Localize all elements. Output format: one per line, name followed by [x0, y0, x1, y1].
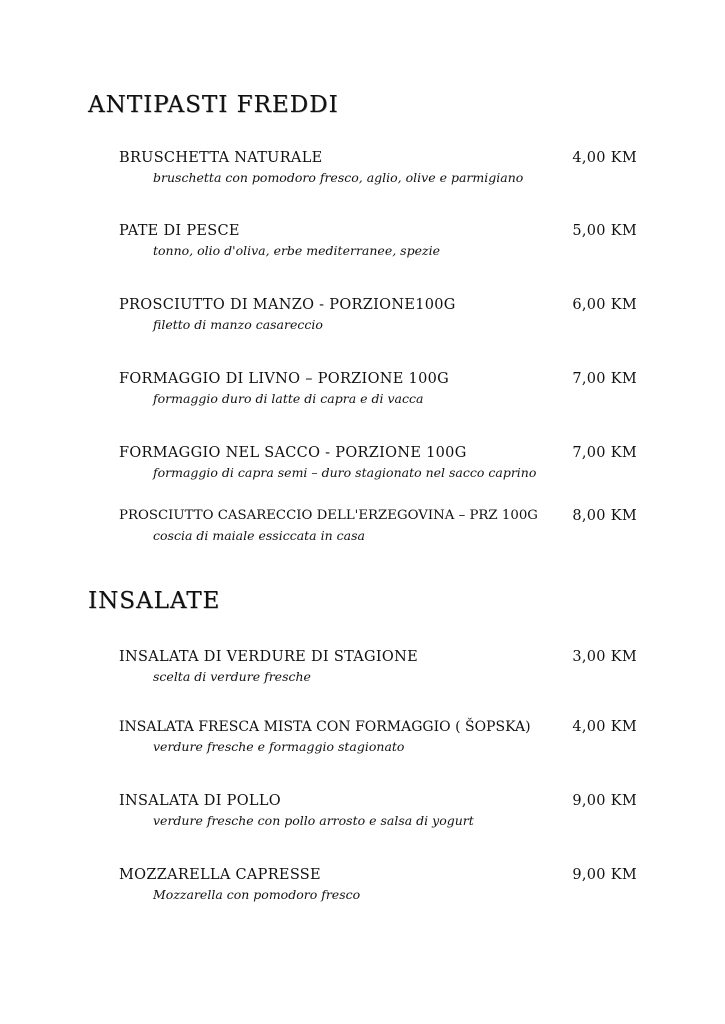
item-name: FORMAGGIO NEL SACCO - PORZIONE 100G — [119, 445, 467, 461]
item-description: tonno, olio d'oliva, erbe mediterranee, spezie — [153, 243, 440, 258]
item-name: FORMAGGIO DI LIVNO – PORZIONE 100G — [119, 371, 449, 387]
item-price: 4,00 KM — [572, 719, 637, 735]
menu-item — [119, 369, 637, 408]
item-description: bruschetta con pomodoro fresco, aglio, olive e parmigiano — [153, 170, 524, 185]
item-price: 9,00 KM — [572, 867, 637, 883]
menu-item — [119, 506, 637, 545]
section-title-insalate: INSALATE — [88, 588, 221, 614]
item-description: coscia di maiale essiccata in casa — [153, 528, 365, 543]
menu-item — [119, 865, 637, 904]
item-name: BRUSCHETTA NATURALE — [119, 150, 323, 166]
item-price: 8,00 KM — [572, 508, 637, 524]
item-price: 3,00 KM — [572, 649, 637, 665]
item-name: INSALATA DI VERDURE DI STAGIONE — [119, 649, 418, 665]
menu-item — [119, 148, 637, 187]
item-name: INSALATA FRESCA MISTA CON FORMAGGIO ( ŠOPSKA) — [119, 719, 531, 735]
item-price: 5,00 KM — [572, 223, 637, 239]
item-price: 7,00 KM — [572, 371, 637, 387]
item-name: PROSCIUTTO CASARECCIO DELL'ERZEGOVINA – PRZ 100G — [119, 508, 538, 523]
item-description: formaggio di capra semi – duro stagionato nel sacco caprino — [153, 465, 537, 480]
item-name: PATE DI PESCE — [119, 223, 240, 239]
item-name: PROSCIUTTO DI MANZO - PORZIONE100G — [119, 297, 456, 313]
menu-item — [119, 443, 637, 482]
item-description: verdure fresche e formaggio stagionato — [153, 739, 405, 754]
section-title-antipasti: ANTIPASTI FREDDI — [88, 92, 339, 118]
item-description: formaggio duro di latte di capra e di vacca — [153, 391, 424, 406]
item-name: MOZZARELLA CAPRESSE — [119, 867, 321, 883]
menu-item — [119, 221, 637, 260]
item-description: Mozzarella con pomodoro fresco — [153, 887, 361, 902]
item-price: 4,00 KM — [572, 150, 637, 166]
menu-item — [119, 791, 637, 830]
menu-item — [119, 647, 637, 686]
menu-item — [119, 717, 637, 756]
item-description: filetto di manzo casareccio — [153, 317, 323, 332]
menu-item — [119, 295, 637, 334]
item-description: verdure fresche con pollo arrosto e salsa di yogurt — [153, 813, 474, 828]
item-description: scelta di verdure fresche — [153, 669, 311, 684]
item-price: 7,00 KM — [572, 445, 637, 461]
item-name: INSALATA DI POLLO — [119, 793, 281, 809]
item-price: 9,00 KM — [572, 793, 637, 809]
item-price: 6,00 KM — [572, 297, 637, 313]
